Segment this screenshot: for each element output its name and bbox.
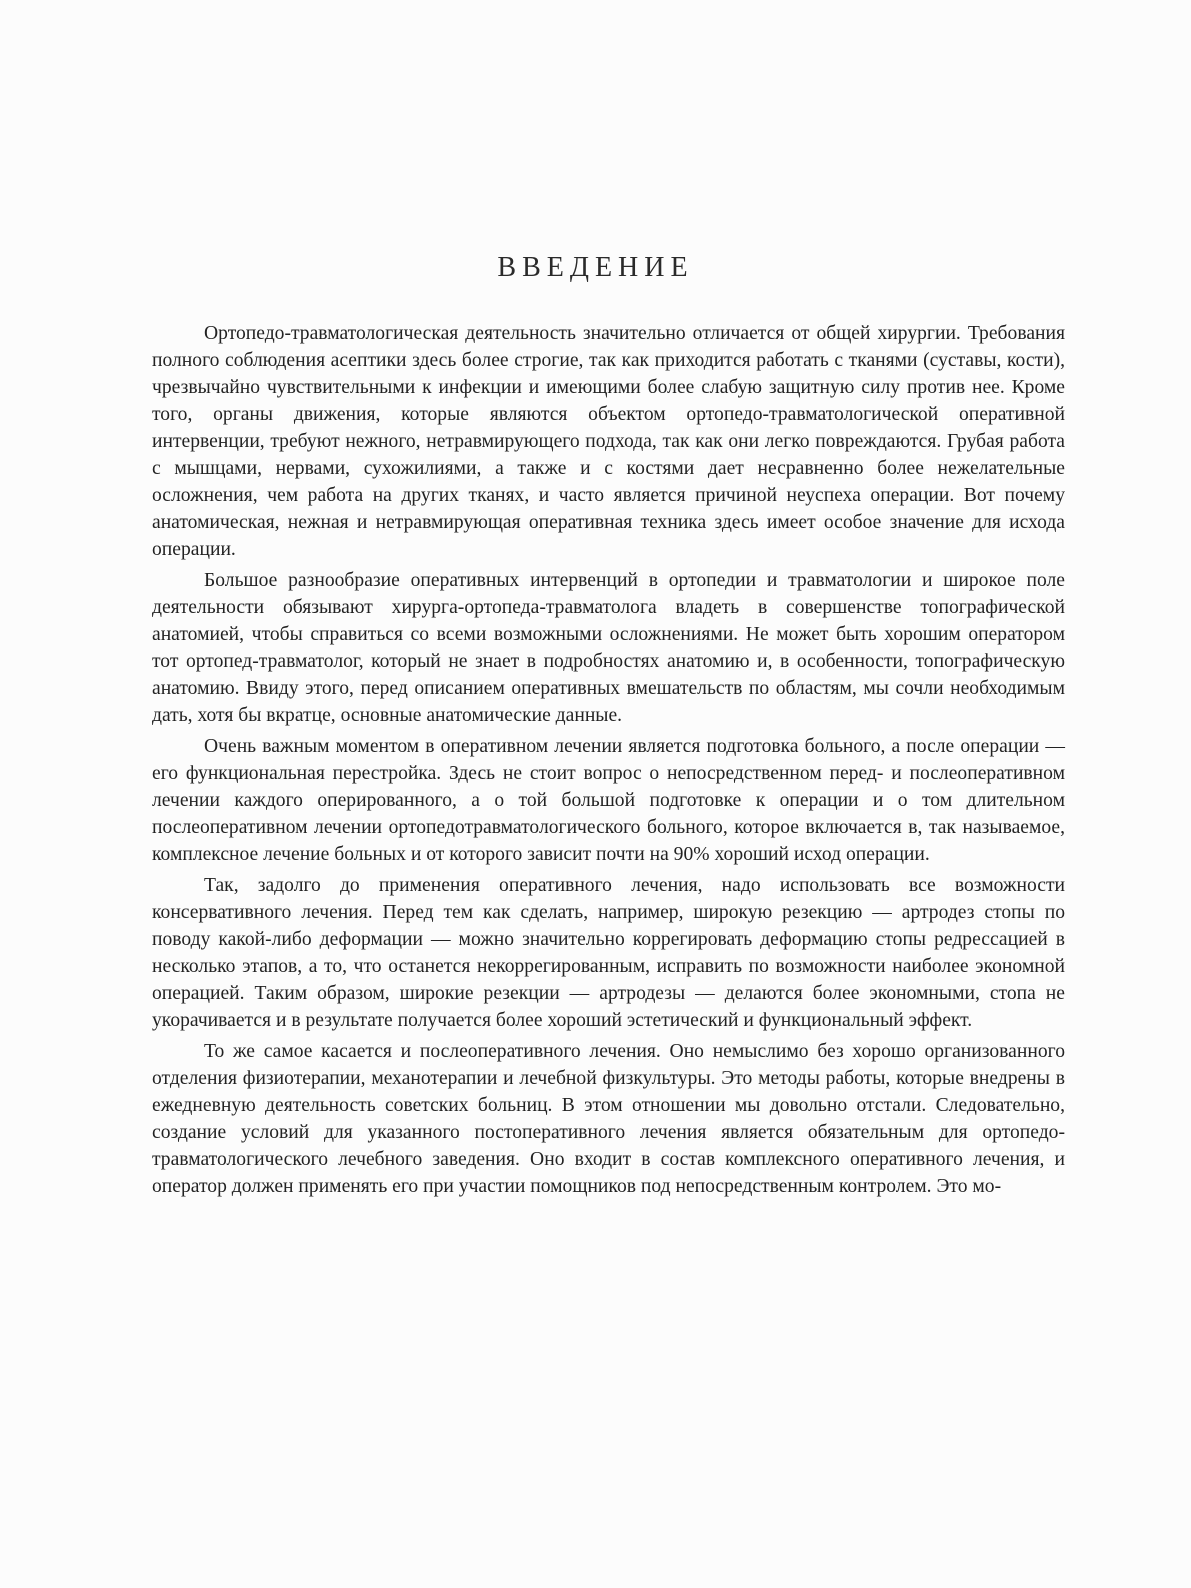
chapter-title: ВВЕДЕНИЕ [497,252,694,283]
paragraph-4: Так, задолго до применения оперативного лечения, надо использовать все возможности консервативного лечения. Перед тем как сделать, например, широкую резекцию — артродез стопы по поводу какой-либо деформации — можно значительно коррегировать деформацию стопы редрессацией в несколько этапов, а то, что останется некоррегированным, исправить по возможности наиболее экономной операцией. Таким образом, широкие резекции — артродезы — делаются более экономными, стопа не укорачивается и в результате получается более хороший эстетический и функциональный эффект. [152,875,1065,1031]
body-text [152,320,1065,1204]
paragraph-3: Очень важным моментом в оперативном лечении является подготовка больного, а после операции — его функциональная перестройка. Здесь не стоит вопрос о непосредственном перед- и послеоперативном лечении каждого оперированного, а о той большой подготовке к операции и о том длительном послеоперативном лечении ортопедотравматологического больного, которое включается в, так называемое, комплексное лечение больных и от которого зависит почти на 90% хороший исход операции. [152,736,1065,865]
paragraph-2: Большое разнообразие оперативных интервенций в ортопедии и травматологии и широкое поле деятельности обязывают хирурга-ортопеда-травматолога владеть в совершенстве топографической анатомией, чтобы справиться со всеми возможными осложнениями. Не может быть хорошим оператором тот ортопед-травматолог, который не знает в подробностях анатомию и, в особенности, топографическую анатомию. Ввиду этого, перед описанием оперативных вмешательств по областям, мы сочли необходимым дать, хотя бы вкратце, основные анатомические данные. [152,570,1065,726]
paragraph-1: Ортопедо-травматологическая деятельность значительно отличается от общей хирургии. Требования полного соблюдения асептики здесь более строгие, так как приходится работать с тканями (суставы, кости), чрезвычайно чувствительными к инфекции и имеющими более слабую защитную силу против нее. Кроме того, органы движения, которые являются объектом ортопедо-травматологической оперативной интервенции, требуют нежного, нетравмирующего подхода, так как они легко повреждаются. Грубая работа с мышцами, нервами, сухожилиями, а также и с костями дает несравненно более нежелательные осложнения, чем работа на других тканях, и часто является причиной неуспеха операции. Вот почему анатомическая, нежная и нетравмирующая оперативная техника здесь имеет особое значение для исхода операции. [152,323,1065,560]
paragraph-5: То же самое касается и послеоперативного лечения. Оно немыслимо без хорошо организованного отделения физиотерапии, механотерапии и лечебной физкультуры. Это методы работы, которые внедрены в ежедневную деятельность советских больниц. В этом отношении мы довольно отстали. Следовательно, создание условий для указанного постоперативного лечения является обязательным для ортопедо-травматологического лечебного заведения. Оно входит в состав комплексного оперативного лечения, и оператор должен применять его при участии помощников под непосредственным контролем. Это мо- [152,1041,1065,1197]
